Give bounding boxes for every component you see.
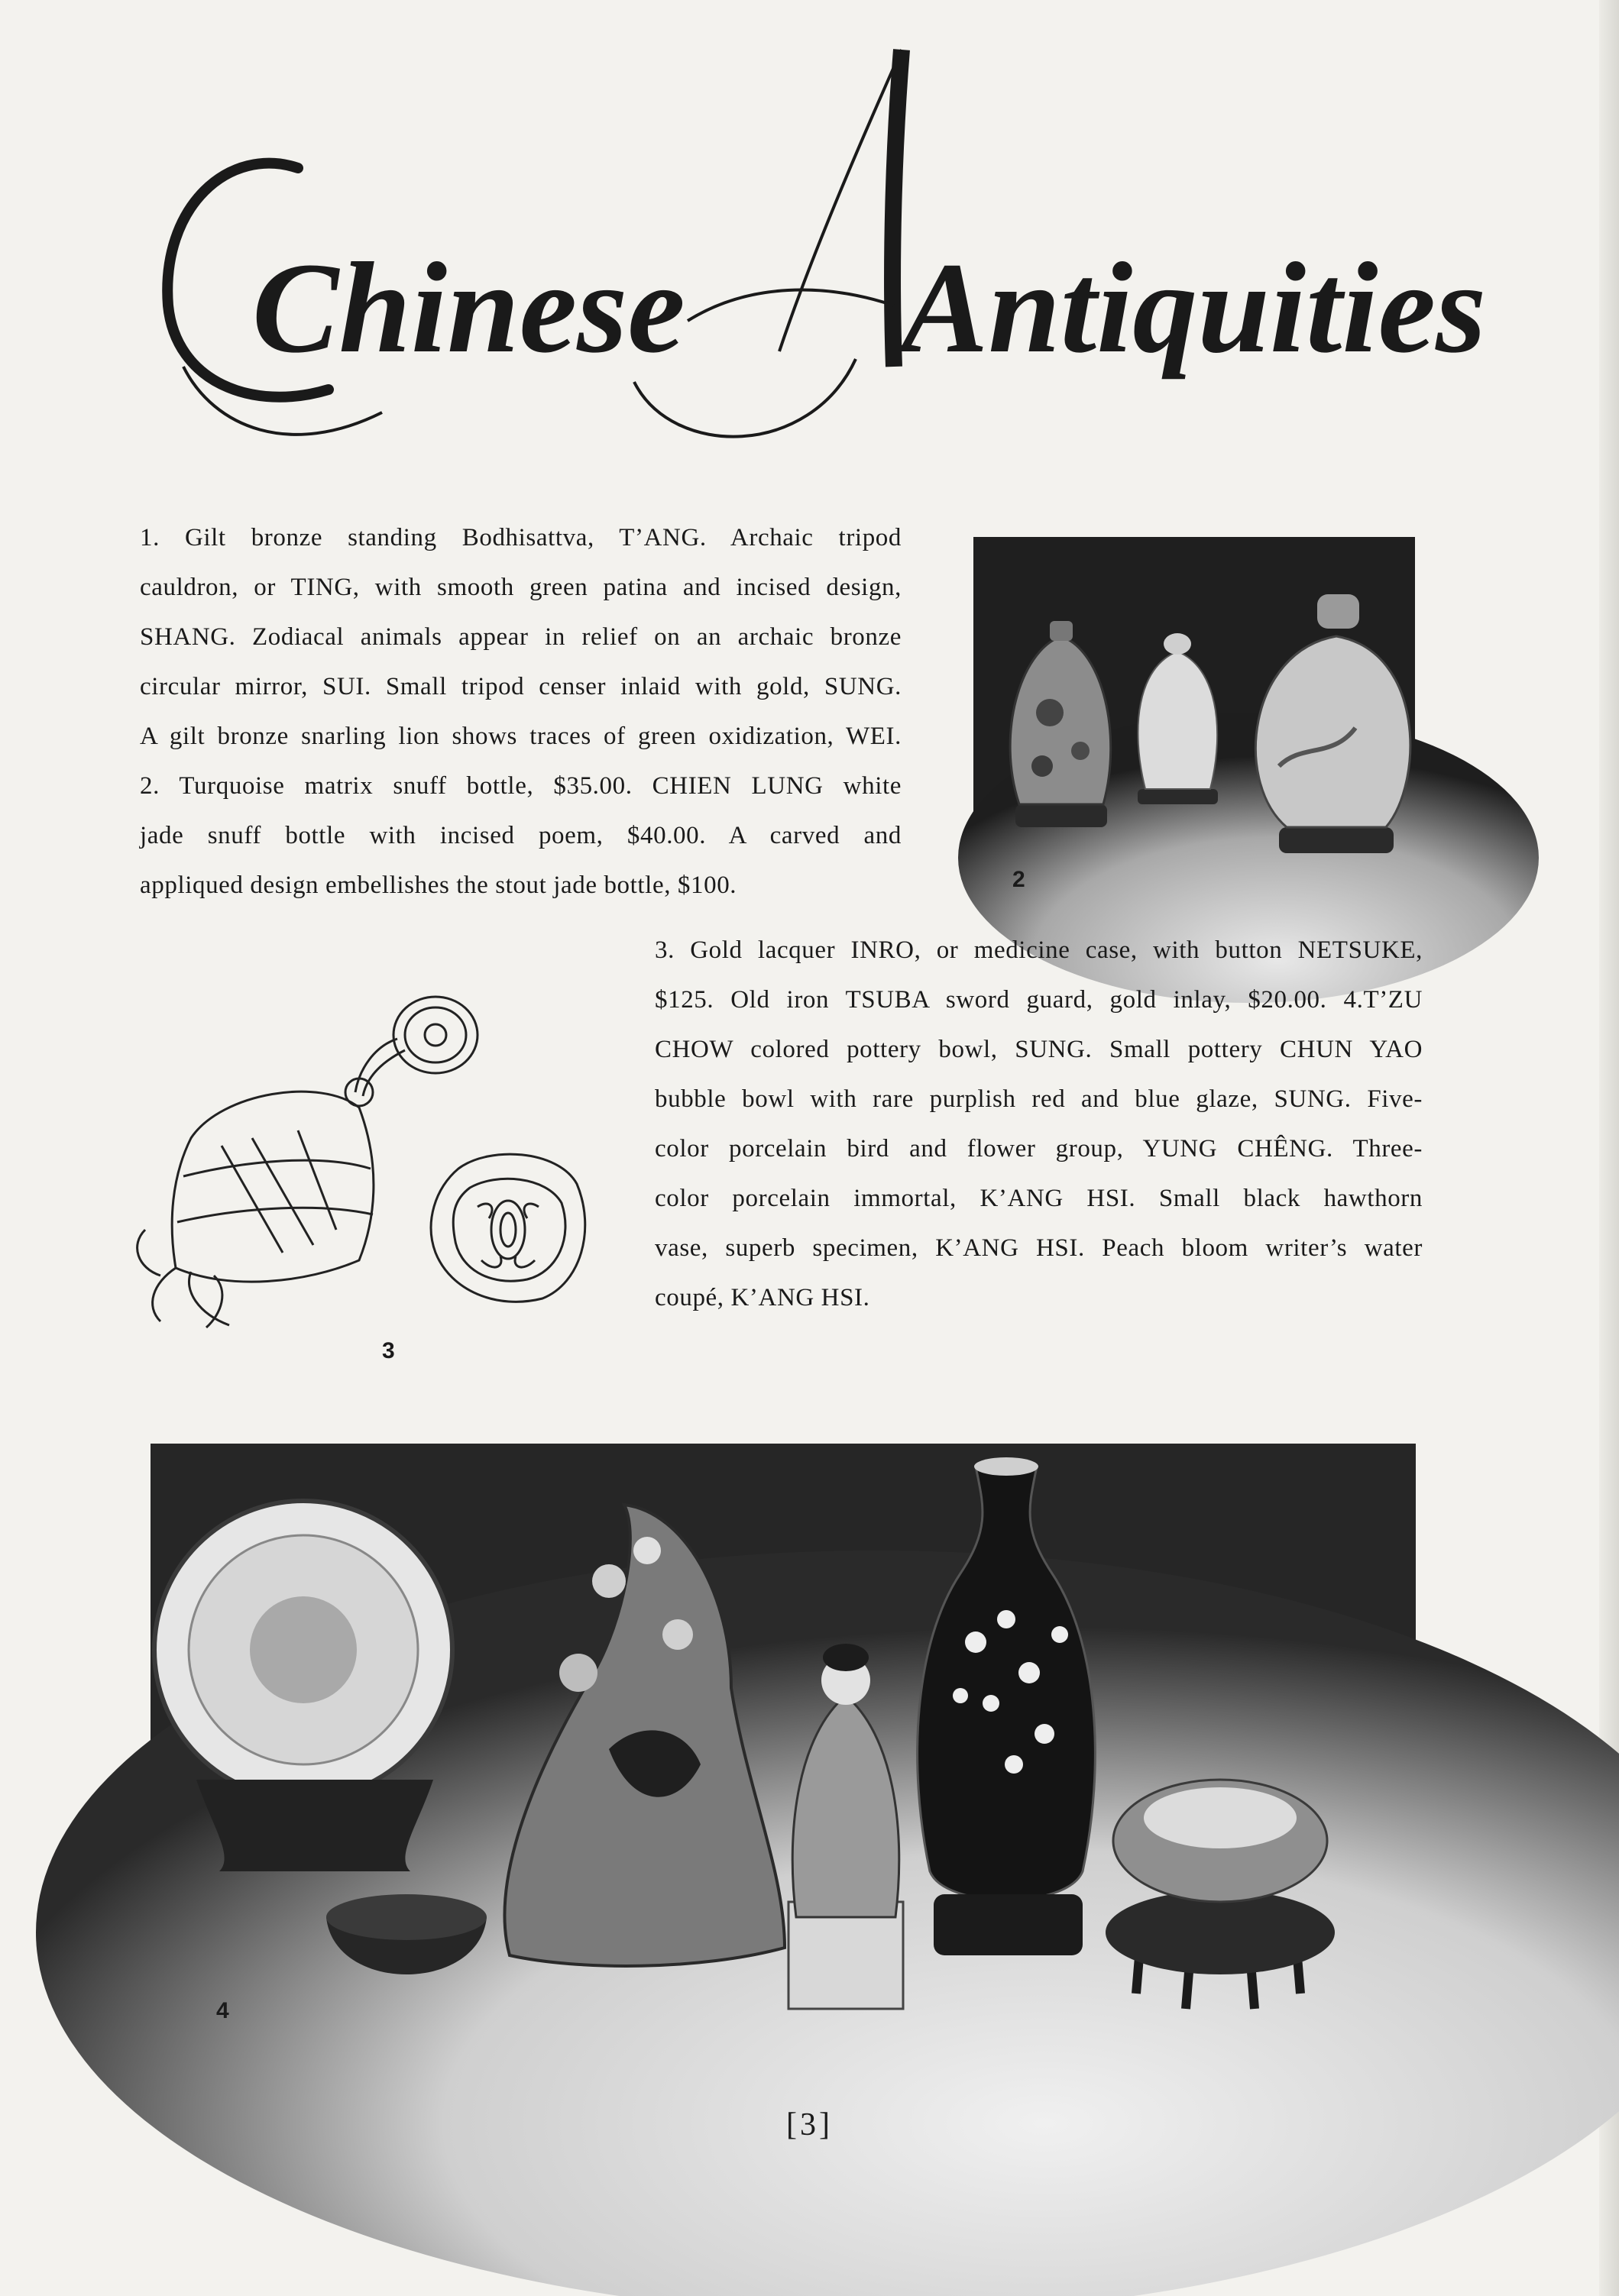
text-line: color porcelain immortal, K’ANG HSI. Small black hawthorn xyxy=(655,1185,1423,1212)
figure-2-label: 2 xyxy=(1012,867,1025,892)
text-line: $125. Old iron TSUBA sword guard, gold inlay, $20.00. 4.T’ZU xyxy=(655,986,1423,1014)
photo-porcelain-pottery xyxy=(151,1444,1416,2076)
text-line: bubble bowl with rare purplish red and blue glaze, SUNG. Five- xyxy=(655,1085,1423,1113)
text-line: 3. Gold lacquer INRO, or medicine case, with button NETSUKE, xyxy=(655,936,1423,964)
text-line: jade snuff bottle with incised poem, $40.00. A carved and xyxy=(140,822,902,849)
text-line: 1. Gilt bronze standing Bodhisattva, T’ANG. Archaic tripod xyxy=(140,524,902,551)
text-line: SHANG. Zodiacal animals appear in relief on an archaic bronze xyxy=(140,623,902,651)
section-3-text xyxy=(655,926,1423,1323)
page-number: [3] xyxy=(786,2107,833,2142)
text-line: cauldron, or TING, with smooth green patina and incised design, xyxy=(140,574,902,601)
title-flourish xyxy=(138,31,1487,474)
title-word-2: Antiquities xyxy=(902,236,1487,380)
text-line: vase, superb specimen, K’ANG HSI. Peach bloom writer’s water xyxy=(655,1234,1423,1262)
snuff-bottles-illustration xyxy=(973,537,1415,901)
text-line: coupé, K’ANG HSI. xyxy=(655,1284,870,1311)
text-line: circular mirror, SUI. Small tripod censer inlaid with gold, SUNG. xyxy=(140,673,902,700)
porcelain-pottery-illustration xyxy=(151,1444,1416,2076)
figure-3-label: 3 xyxy=(382,1338,395,1363)
text-line: CHOW colored pottery bowl, SUNG. Small pottery CHUN YAO xyxy=(655,1036,1423,1063)
text-line: color porcelain bird and flower group, YUNG CHÊNG. Three- xyxy=(655,1135,1423,1163)
title-word-1: Chinese xyxy=(252,236,685,380)
text-line: A gilt bronze snarling lion shows traces of green oxidization, WEI. xyxy=(140,723,902,750)
text-line: 2. Turquoise matrix snuff bottle, $35.00. CHIEN LUNG white xyxy=(140,772,902,800)
text-line: appliqued design embellishes the stout jade bottle, $100. xyxy=(140,872,737,899)
page-title xyxy=(138,31,1487,474)
section-1-text xyxy=(140,513,902,910)
inro-tsuba-illustration xyxy=(130,978,588,1329)
inro-tsuba-drawing xyxy=(130,978,588,1329)
photo-snuff-bottles xyxy=(973,537,1415,901)
figure-4-label: 4 xyxy=(216,1998,229,2023)
